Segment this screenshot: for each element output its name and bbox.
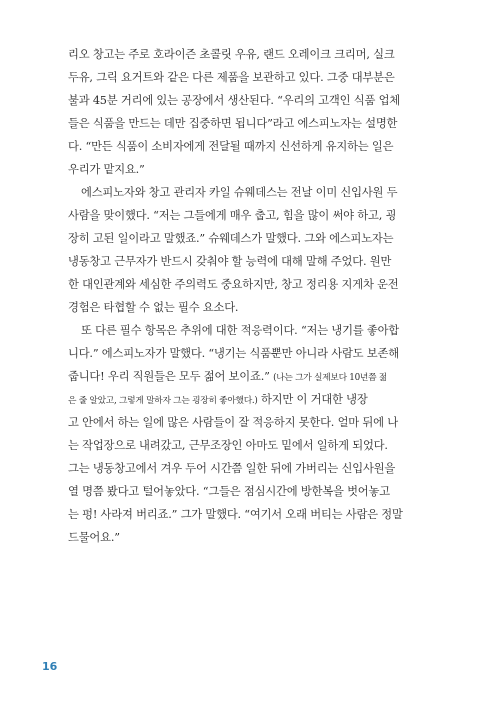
text-line: 드물어요.” <box>68 531 120 544</box>
text-line <box>68 393 438 408</box>
text-line: 다. “만든 식품이 소비자에게 전달될 때까지 신선하게 유지하는 일은 <box>68 140 394 153</box>
text-line: 우리가 맡지요.” <box>68 163 145 176</box>
text-segment: 하지만 이 거대한 냉장 <box>260 393 368 406</box>
text-line <box>68 370 438 385</box>
paragraph-first-line: 또 다른 필수 항목은 추위에 대한 적응력이다. “저는 냉기를 좋아합 <box>81 324 400 337</box>
page-number: 16 <box>42 660 58 673</box>
text-line: 두유, 그릭 요거트와 같은 다른 제품을 보관하고 있다. 그중 대부분은 <box>68 71 395 84</box>
text-line: 냉동창고 근무자가 반드시 갖춰야 할 능력에 대해 말해 주었다. 원만 <box>68 255 392 268</box>
text-line: 경험은 타협할 수 없는 필수 요소다. <box>68 301 239 314</box>
text-line: 장히 고된 일이라고 말했죠.” 슈웨데스가 말했다. 그와 에스피노자는 <box>68 232 394 245</box>
text-line: 니다.” 에스피노자가 말했다. “냉기는 식품뿐만 아니라 사람도 보존해 <box>68 347 399 360</box>
text-line: 그는 냉동창고에서 겨우 두어 시간쯤 일한 뒤에 가버리는 신입사원을 <box>68 462 396 475</box>
text-line: 는 작업장으로 내려갔고, 근무조장인 아마도 밑에서 일하게 되었다. <box>68 439 388 452</box>
aside-note: 은 줄 알았고, 그렇게 말하자 그는 굉장히 좋아했다.) <box>68 396 258 406</box>
text-line: 사람을 맞이했다. “저는 그들에게 매우 춥고, 힘을 많이 써야 하고, 굉 <box>68 209 397 222</box>
text-line: 들은 식품을 만드는 데만 집중하면 됩니다”라고 에스피노자는 설명한 <box>68 117 398 130</box>
text-line: 는 펑! 사라져 버리죠.” 그가 말했다. “여기서 오래 버티는 사람은 정말 <box>68 508 403 521</box>
text-line: 한 대인관계와 세심한 주의력도 중요하지만, 창고 정리용 지게차 운전 <box>68 278 399 291</box>
aside-note: (나는 그가 실제보다 10년쯤 젊 <box>273 373 387 383</box>
text-line: 고 안에서 하는 일에 많은 사람들이 잘 적응하지 못한다. 얼마 뒤에 나 <box>68 416 398 429</box>
text-segment: 줍니다! 우리 직원들은 모두 젊어 보이죠.” <box>68 370 270 383</box>
text-line: 리오 창고는 주로 호라이즌 초콜릿 우유, 랜드 오레이크 크리머, 실크 <box>68 48 395 61</box>
text-line: 열 명쯤 봤다고 털어놓았다. “그들은 점심시간에 방한복을 벗어놓고 <box>68 485 390 498</box>
text-line: 불과 45분 거리에 있는 공장에서 생산된다. “우리의 고객인 식품 업체 <box>68 94 400 107</box>
paragraph-first-line: 에스피노자와 창고 관리자 카일 슈웨데스는 전날 이미 신입사원 두 <box>81 186 398 199</box>
